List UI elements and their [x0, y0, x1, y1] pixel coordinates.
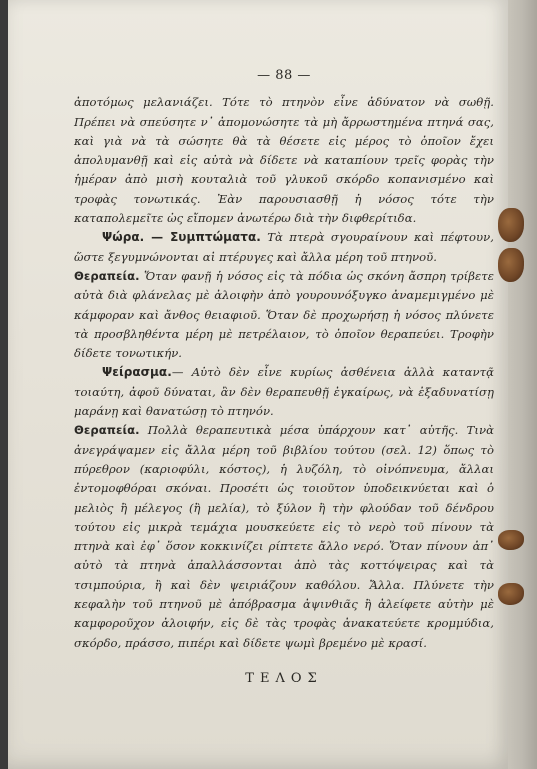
- intro-text: ἀποτόμως μελανιάζει. Τότε τὸ πτηνὸν εἶνε ἀδύνατον νὰ σωθῇ. Πρέπει νὰ σπεύσητε ν᾽ ἀπομονώσητε τὰ μὴ ἄρρωστημένα πτηνά σας, καὶ γιὰ νὰ τὰ σώσητε θὰ τὰ θέσετε εἰς μέρος τὸ ὁποῖον ἔχει ἀπολυμανθῇ καὶ εἰς αὐτὰ νὰ δίδετε νὰ καταπίουν τρεῖς φορὰς τὴν ἡμέραν ἀπὸ μισὴ κουταλιὰ τοῦ γλυκοῦ σκόρδο κοπανισμένο καὶ τροφὰς τονωτικάς. Ἐὰν παρουσιασθῇ ἡ νόσος τότε τὴν καταπολεμεῖτε ὡς εἴπομεν ἀνωτέρω διὰ τὴν διφθερίτιδα.: [74, 95, 494, 226]
- rusty-staple-bottom-lower: [498, 583, 524, 605]
- end-word: ΤΕΛΟΣ: [245, 670, 323, 686]
- pseirasma-therapy-label: Θεραπεία.: [74, 423, 140, 438]
- psora-therapy-label: Θεραπεία.: [74, 268, 140, 283]
- pseirasma-paragraph: [74, 363, 494, 421]
- psora-therapy-text: Ὅταν φανῇ ἡ νόσος εἰς τὰ πόδια ὡς σκόνη ἄσπρη τρίβετε αὐτὰ διὰ φλάνελας μὲ ἀλοιφὴν ἀπὸ γουρουνόξυγκο ἀναμεμιγμένο μὲ κάμφοραν καὶ ἄνθος θειαφιοῦ. Ὅταν δὲ προχωρήσῃ ἡ νόσος πλύνετε τὰ προσβληθέντα μέρη μὲ πετρέλαιον, τὸ ὁποῖον θεραπεύει. Τροφὴν δίδετε τονωτικήν.: [74, 268, 494, 361]
- pseirasma-heading: Ψείρασμα.: [102, 365, 172, 380]
- rusty-staple-bottom: [498, 530, 524, 550]
- rusty-staple-top-lower: [498, 248, 524, 282]
- psora-paragraph: [74, 228, 494, 267]
- rusty-staple-top: [498, 208, 524, 242]
- pseirasma-therapy-paragraph: [74, 421, 494, 653]
- page-text-block: [74, 66, 494, 688]
- intro-paragraph: [74, 93, 494, 228]
- psora-heading: Ψώρα. — Συμπτώματα.: [102, 230, 261, 245]
- pseirasma-therapy-text: Πολλὰ θεραπευτικὰ μέσα ὑπάρχουν κατ᾽ αὐτῆς. Τινὰ ἀνεγράψαμεν εἰς ἄλλα μέρη τοῦ βιβλίου τούτου (σελ. 12) ὅπως τὸ πύρεθρον (καριοφύλι, κόστος), ἡ λυζόλη, τὸ οἰνόπνευμα, ἄλλαι ἐντομοφθόραι σκόναι. Προσέτι ὡς τοιοῦτον ὑποδεικνύεται καὶ ὁ μελιὸς ἢ μέλεγος (ἢ μελία), τὸ ξύλον ἢ τὴν φλούδαν τοῦ δένδρου τούτου εἰς μικρὰ τεμάχια μουσκεύετε εἰς τὸ νερὸ τοῦ πίνουν τὰ πτηνὰ καὶ ἐφ᾽ ὅσον κοκκινίζει ρίπτετε ἄλλο νερό. Ὅταν πίνουν ἀπ᾽ αὐτὸ τὰ πτηνὰ ἀπαλλάσσονται ἀπὸ τὰς κοττόψειρας καὶ τὰ τσιμπούρια, ἢ καὶ δὲν ψειριάζουν καθόλου. Ἄλλα. Πλύνετε τὴν κεφαλὴν τοῦ πτηνοῦ μὲ ἀπόβρασμα ἀψινθιᾶς ἢ ἀλείφετε αὐτὴν μὲ καμφοροῦχον ἀλοιφήν, εἰς δὲ τὰς τροφὰς ἀνακατεύετε κρομμύδια, σκόρδο, πράσσο, πιπέρι καὶ δίδετε ψωμὶ βρεμένο μὲ κρασί.: [74, 423, 494, 650]
- psora-text: Τὰ πτερὰ σγουραίνουν καὶ πέφτουν, ὥστε ξεγυμνώνονται αἱ πτέρυγες καὶ ἄλλα μέρη τοῦ πτηνοῦ.: [74, 230, 494, 264]
- page-number: — 88 —: [257, 68, 311, 83]
- pseirasma-text: — Αὐτὸ δὲν εἶνε κυρίως ἀσθένεια ἀλλὰ καταντᾷ τοιαύτη, ἀφοῦ δύναται, ἂν δὲν θεραπευθῇ ἐγκαίρως, νὰ ἐξαδυνατίσῃ μαράνῃ καὶ θανατώσῃ τὸ πτηνόν.: [74, 365, 494, 419]
- psora-therapy-paragraph: [74, 267, 494, 363]
